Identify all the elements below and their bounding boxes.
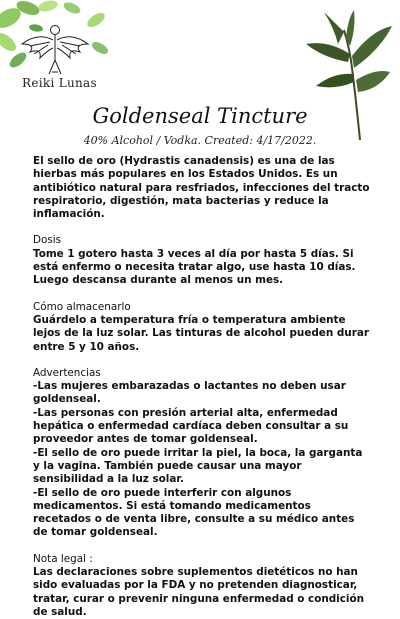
warning-item: -El sello de oro puede irritar la piel, la boca, la garganta y la vagina. También puede causar una mayor sensibilidad a la luz solar. <box>33 446 363 486</box>
storage-heading: Cómo almacenarlo <box>33 300 131 313</box>
warning-item: -Las personas con presión arterial alta, enfermedad hepática o enfermedad cardíaca deben consultar a su proveedor antes de tomar goldenseal. <box>33 406 349 446</box>
dosage-section <box>33 234 371 287</box>
storage-section <box>33 301 371 354</box>
legal-section <box>33 553 371 619</box>
dosage-heading: Dosis <box>33 234 62 247</box>
logo-text: Reiki Lunas <box>22 76 97 90</box>
legal-text: Las declaraciones sobre suplementos dietéticos no han sido evaluadas por la FDA y no pretenden diagnosticar, tratar, curar o prevenir ninguna enfermedad o condición de salud. <box>33 566 365 618</box>
page-title: Goldenseal Tincture <box>92 104 308 128</box>
dosage-text: Tome 1 gotero hasta 3 veces al día por hasta 5 días. Si está enfermo o necesita tratar algo, use hasta 10 días. Luego descansa durante al menos un mes. <box>33 247 356 287</box>
warning-item: -El sello de oro puede interferir con algunos medicamentos. Si está tomando medicamentos recetados o de venta libre, consulte a su médico antes de tomar goldenseal. <box>33 486 355 539</box>
intro-paragraph: El sello de oro (Hydrastis canadensis) es una de las hierbas más populares en los Estados Unidos. Es un antibiótico natural para resfriados, infecciones del tracto respiratorio, digestión, mata bacterias y reduce la inflamación. <box>33 155 370 221</box>
warning-item: -Las mujeres embarazadas o lactantes no deben usar goldenseal. <box>33 380 346 406</box>
legal-heading: Nota legal : <box>33 552 93 565</box>
storage-text: Guárdelo a temperatura fría o temperatura ambiente lejos de la luz solar. Las tinturas de alcohol pueden durar entre 5 y 10 años. <box>33 313 369 353</box>
warnings-heading: Advertencias <box>33 366 101 379</box>
warnings-section <box>33 367 371 540</box>
brand-logo <box>0 0 115 95</box>
main-content <box>33 155 371 619</box>
page-subtitle: 40% Alcohol / Vodka. Created: 4/17/2022. <box>83 134 317 147</box>
